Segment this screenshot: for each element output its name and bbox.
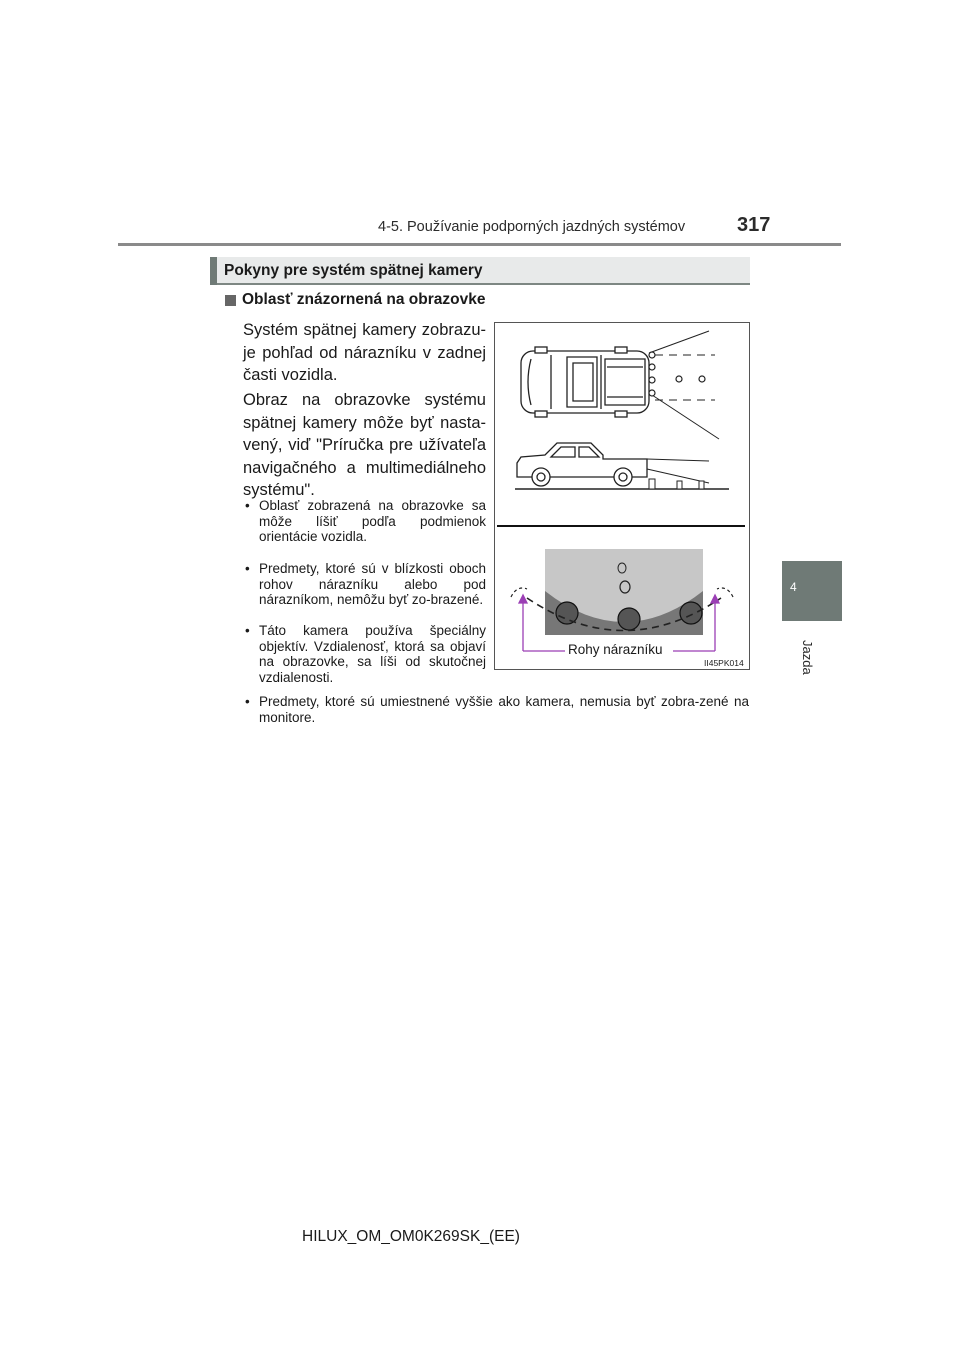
vehicle-top-view-icon bbox=[521, 347, 649, 417]
obstacle-markers-icon bbox=[649, 352, 705, 396]
bullet-text: Predmety, ktoré sú umiestnené vyššie ako kamera, nemusia byť zobra-zené na monitore. bbox=[259, 694, 749, 725]
subheading: Oblasť znázornená na obrazovke bbox=[242, 291, 486, 308]
camera-view-figure bbox=[494, 322, 750, 670]
section-bar-marker bbox=[210, 257, 217, 285]
bullet-text: Oblasť zobrazená na obrazovke sa môže líšiť podľa podmienok orientácie vozidla. bbox=[259, 498, 486, 544]
header-rule bbox=[118, 243, 841, 246]
chapter-tab-number: 4 bbox=[790, 580, 797, 594]
paragraph-2: Obraz na obrazovke systému spätnej kamery môže byť nasta-vený, viď "Príručka pre užívateľa navigačného a multimediálneho systému". bbox=[243, 391, 486, 499]
camera-screen-view bbox=[511, 549, 733, 635]
figure-illustration bbox=[495, 323, 749, 669]
vehicle-side-view-icon bbox=[517, 443, 647, 486]
bullet-dot-icon: • bbox=[245, 498, 250, 513]
figure-callout-label: Rohy nárazníku bbox=[568, 642, 663, 657]
bullet-dot-icon: • bbox=[245, 561, 250, 576]
section-title: Pokyny pre systém spätnej kamery bbox=[224, 262, 483, 279]
bullet-dot-icon: • bbox=[245, 694, 250, 709]
view-boundary-lines bbox=[649, 331, 719, 439]
bullet-dot-icon: • bbox=[245, 623, 250, 638]
subheading-square-icon bbox=[225, 295, 236, 306]
document-code: HILUX_OM_OM0K269SK_(EE) bbox=[302, 1228, 520, 1245]
chapter-tab-label: Jazda bbox=[800, 640, 815, 675]
bullet-text: Táto kamera používa špeciálny objektív. Vzdialenosť, ktorá sa objaví na obrazovke, sa líši od skutočnej vzdialenosti. bbox=[259, 623, 486, 685]
figure-code: II45PK014 bbox=[704, 658, 744, 668]
paragraph-1: Systém spätnej kamery zobrazu-je pohľad od nárazníku v zadnej časti vozidla. bbox=[243, 321, 486, 384]
running-header: 4-5. Používanie podporných jazdných systémov bbox=[378, 219, 686, 235]
page-number: 317 bbox=[737, 214, 771, 236]
bullet-text: Predmety, ktoré sú v blízkosti oboch rohov nárazníku alebo pod nárazníkom, nemôžu byť zo-brazené. bbox=[259, 561, 486, 607]
